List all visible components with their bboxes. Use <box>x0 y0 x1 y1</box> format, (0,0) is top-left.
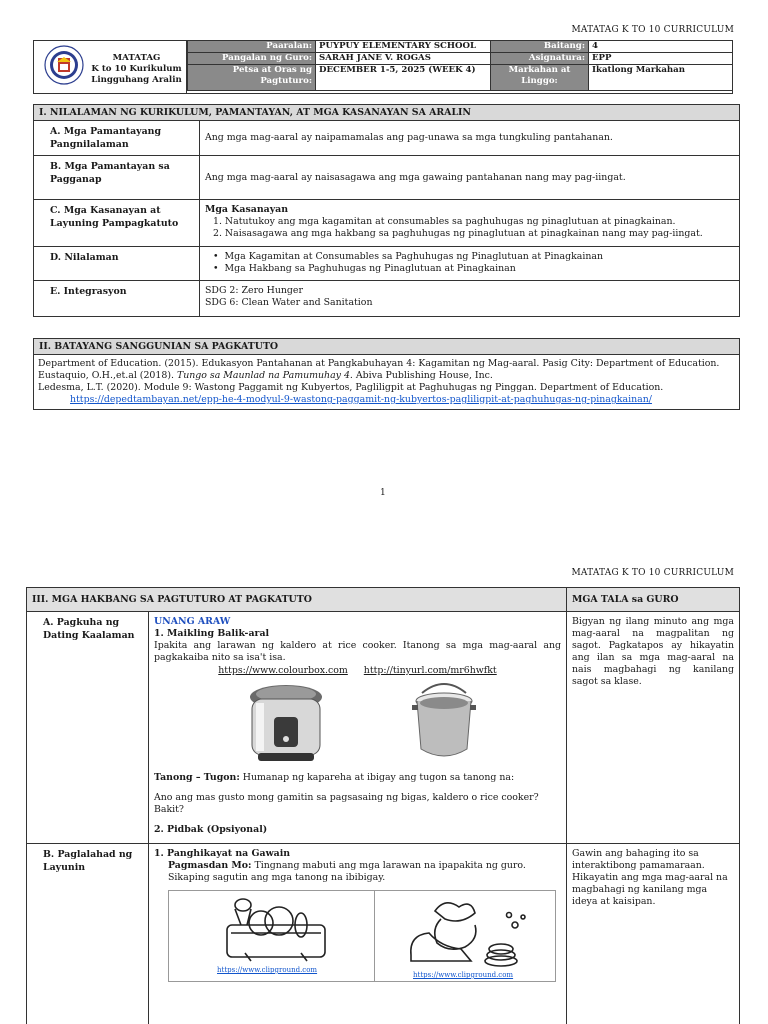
petsa-value: DECEMBER 1-5, 2025 (WEEK 4) <box>316 65 491 91</box>
clipart-images <box>168 890 556 982</box>
baitang-value: 4 <box>589 41 733 53</box>
deped-seal-logo <box>44 45 84 85</box>
row-c-label: C. Mga Kasanayan at Layuning Pampagkatuto <box>34 200 200 247</box>
images-row <box>154 677 561 769</box>
section-3-title: III. MGA HAKBANG SA PAGTUTURO AT PAGKATUTO <box>27 588 567 612</box>
guro-value: SARAH JANE V. ROGAS <box>316 53 491 65</box>
row-d-body <box>200 247 740 281</box>
row-c-item-1: 1. Natutukoy ang mga kagamitan at consumables sa paghuhugas ng pinaglutuan at pinagkainan. <box>213 216 676 227</box>
asignatura-value: EPP <box>589 53 733 65</box>
row-a-body: Ang mga mag-aaral ay naipamamalas ang pag-unawa sa mga tungkuling pantahanan. <box>200 121 740 156</box>
b-pagmasdan <box>154 860 561 884</box>
washing-dishes-image <box>401 895 541 969</box>
row-b-label: B. Mga Pamantayan sa Pagganap <box>34 156 200 200</box>
reference-1: Department of Education. (2015). Edukasyon Pantahanan at Pangkabuhayan 4: Kagamitan ng Mag-aaral. Pasig City: Department of Education. <box>38 358 720 369</box>
section-2-table <box>33 338 740 410</box>
guro-label: Pangalan ng Guro: <box>188 53 316 65</box>
row-d-item-1: • Mga Kagamitan at Consumables sa Paghuhugas ng Pinaglutuan at Pinagkainan <box>213 251 734 263</box>
references-body <box>34 355 740 410</box>
row-a-label: A. Mga Pamantayang Pangnilalaman <box>34 121 200 156</box>
baitang-label: Baitang: <box>491 41 589 53</box>
b-pagmasdan-label: Pagmasdan Mo: <box>168 860 252 871</box>
question-text: Ano ang mas gusto mong gamitin sa pagsasaing ng bigas, kaldero o rice cooker? Bakit? <box>154 792 539 815</box>
header-block <box>33 40 733 94</box>
row-3b-notes: Gawin ang bahaging ito sa interaktibong pamamaraan. Hikayatin ang mga mag-aaral na magbahagi ng kanilang mga ideya at kaisipan. <box>567 844 740 1024</box>
section-2-title: II. BATAYANG SANGGUNIAN SA PAGKATUTO <box>34 339 740 355</box>
clipart-link-1[interactable]: https://www.clipground.com <box>217 966 318 974</box>
row-e-line-1: SDG 2: Zero Hunger <box>205 285 303 296</box>
section-1-title: I. NILALAMAN NG KURIKULUM, PAMANTAYAN, AT MGA KASANAYAN SA ARALIN <box>34 105 740 121</box>
clipart-link-2[interactable]: https://www.clipground.com <box>413 971 514 979</box>
dish-rack-image <box>221 895 331 965</box>
paaralan-value: PUYPUY ELEMENTARY SCHOOL <box>316 41 491 53</box>
b-pagmasdan-text: Tingnang mabuti ang mga larawan na ipapakita ng guro. Sikaping sagutin ang mga tanong na ibibigay. <box>168 860 526 883</box>
markahan-value: Ikatlong Markahan <box>589 65 733 91</box>
notes-title: MGA TALA sa GURO <box>567 588 740 612</box>
row-e-label: E. Integrasyon <box>34 281 200 317</box>
header-left <box>34 41 187 93</box>
rice-cooker-image <box>246 681 326 763</box>
kaldero-pot-image <box>412 679 476 765</box>
step-2-title: 2. Pidbak (Opsiyonal) <box>154 824 268 835</box>
tanong-line <box>154 772 561 784</box>
row-c-heading: Mga Kasanayan <box>205 204 289 215</box>
curriculum-tag: MATATAG K TO 10 CURRICULUM <box>571 25 734 35</box>
row-3a-label: A. Pagkuha ng Dating Kaalaman <box>27 612 149 844</box>
colourbox-link[interactable]: https://www.colourbox.com <box>218 665 348 676</box>
row-c-body <box>200 200 740 247</box>
b-step-1-title: 1. Panghikayat na Gawain <box>154 848 291 859</box>
petsa-label: Petsa at Oras ng Pagtuturo: <box>188 65 316 91</box>
row-d-item-2: • Mga Hakbang sa Paghuhugas ng Pinaglutuan at Pinagkainan <box>213 263 734 275</box>
header-info-table <box>187 40 733 91</box>
reference-3: Ledesma, L.T. (2020). Module 9: Wastong Paggamit ng Kubyertos, Pagliligpit at Paghuhugas ng Pinggan. Department of Education. <box>38 382 664 393</box>
row-e-line-2: SDG 6: Clean Water and Sanitation <box>205 297 373 308</box>
page-number: 1 <box>380 488 386 498</box>
row-3a-body <box>149 612 567 844</box>
row-c-item-2: 2. Naisasagawa ang mga hakbang sa paghuhugas ng pinaglutuan at pinagkainan nang may pag-iingat. <box>213 228 703 239</box>
tinyurl-link[interactable]: http://tinyurl.com/mr6hwfkt <box>363 665 497 676</box>
paaralan-label: Paaralan: <box>188 41 316 53</box>
section-3-table <box>26 587 740 1024</box>
row-d-label: D. Nilalaman <box>34 247 200 281</box>
reference-3-link[interactable]: https://depedtambayan.net/epp-he-4-modyul-9-wastong-paggamit-ng-kubyertos-pagliligpit-at-paghuhugas-ng-pinagkainan/ <box>70 394 652 405</box>
row-e-body <box>200 281 740 317</box>
header-title-1: MATATAG <box>112 53 161 63</box>
step-1-title: 1. Maikling Balik-aral <box>154 628 270 639</box>
day-label: UNANG ARAW <box>154 616 231 627</box>
asignatura-label: Asignatura: <box>491 53 589 65</box>
row-3b-body <box>149 844 567 1024</box>
tanong-label: Tanong – Tugon: <box>154 772 240 783</box>
reference-2: Eustaquio, O.H.,et.al (2018). Tungo sa Maunlad na Pamumuhay 4. Abiva Publishing House, Inc. <box>38 370 493 381</box>
header-title-2: K to 10 Kurikulum <box>91 64 182 74</box>
header-title-3: Lingguhang Aralin <box>91 75 182 85</box>
row-3b-label: B. Paglalahad ng Layunin <box>27 844 149 1024</box>
markahan-label: Markahan at Linggo: <box>491 65 589 91</box>
step-1-text: Ipakita ang larawan ng kaldero at rice cooker. Itanong sa mga mag-aaral ang pagkakaiba nito sa isa't isa. <box>154 640 561 663</box>
section-1-table <box>33 104 740 317</box>
curriculum-tag-page-2: MATATAG K TO 10 CURRICULUM <box>571 568 734 578</box>
tanong-text: Humanap ng kapareha at ibigay ang tugon sa tanong na: <box>239 772 515 783</box>
row-b-body: Ang mga mag-aaral ay naisasagawa ang mga gawaing pantahanan nang may pag-iingat. <box>200 156 740 200</box>
row-3a-notes: Bigyan ng ilang minuto ang mga mag-aaral na magpalitan ng sagot. Pagkatapos ay hikayatin ang ilan sa mga mag-aaral na nais magbahagi ng kanilang sagot sa klase. <box>567 612 740 844</box>
